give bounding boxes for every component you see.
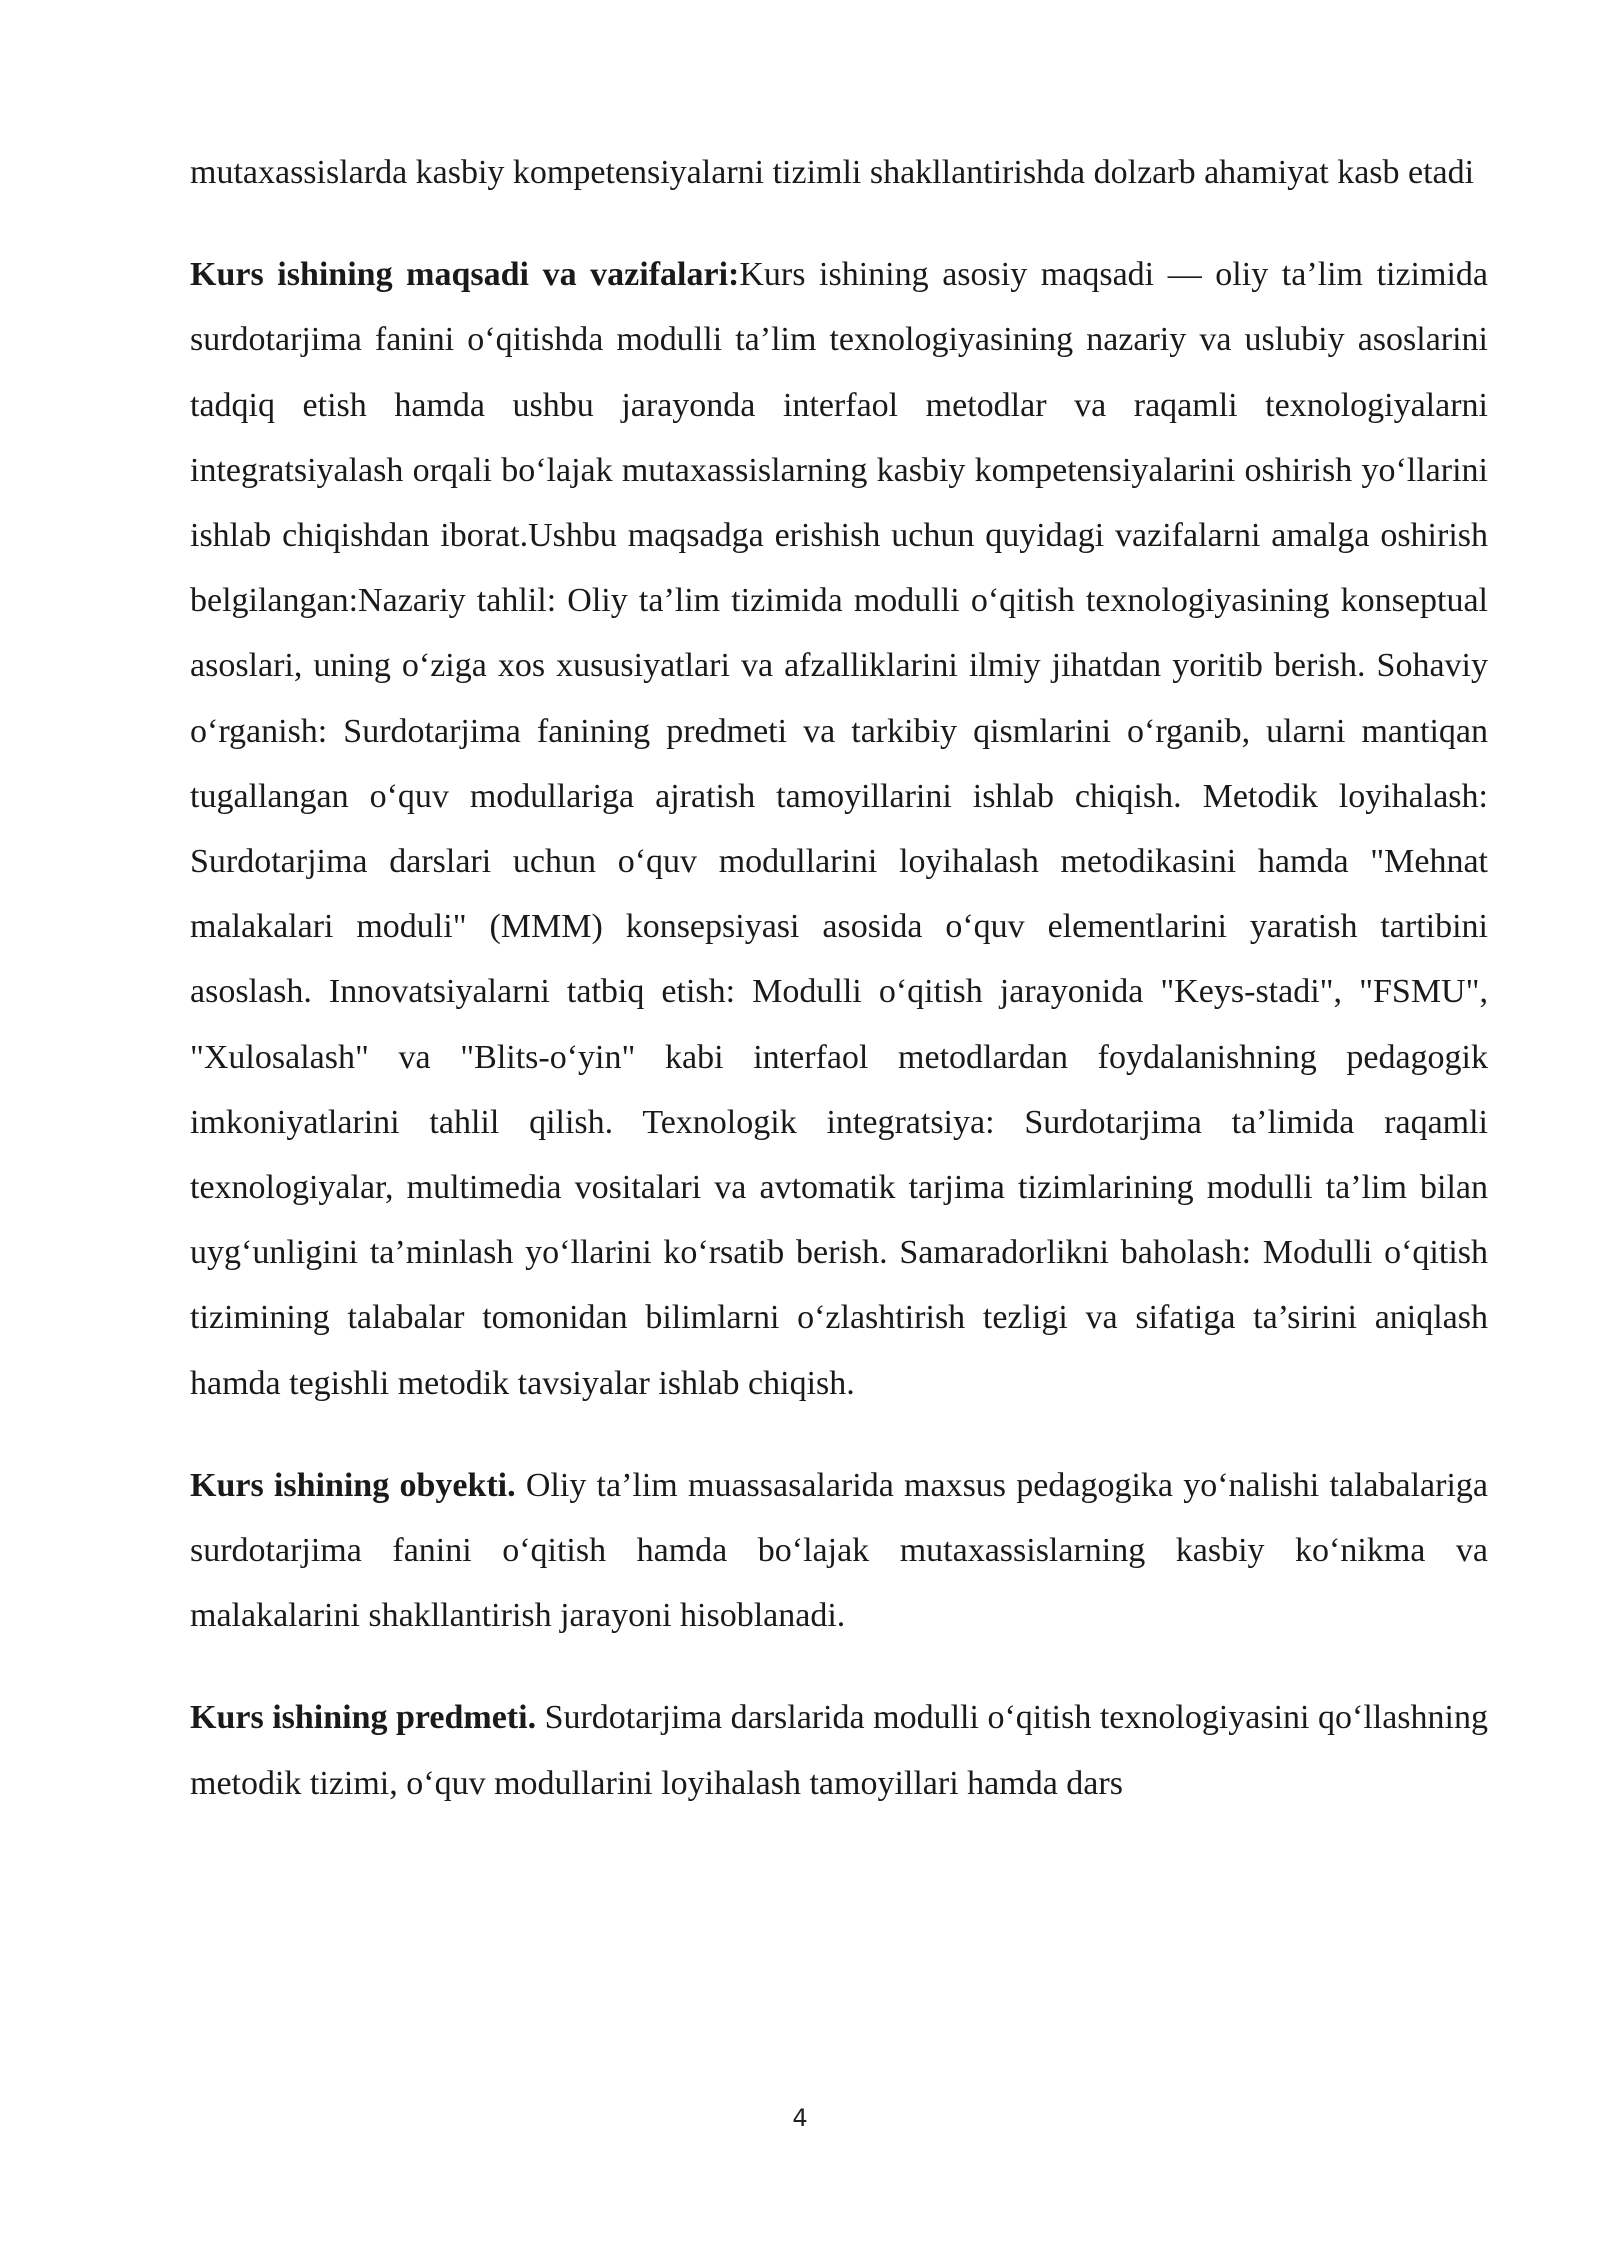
paragraph-object bbox=[190, 1453, 1488, 1649]
paragraph-lead: Kurs ishining maqsadi va vazifalari: bbox=[190, 256, 740, 294]
paragraph-lead: Kurs ishining predmeti. bbox=[190, 1699, 537, 1737]
paragraph-text: mutaxassislarda kasbiy kompetensiyalarni tizimli shakllantirishda dolzarb ahamiyat kasb etadi bbox=[190, 154, 1475, 191]
paragraph-lead: Kurs ishining obyekti. bbox=[190, 1466, 516, 1504]
paragraph-subject bbox=[190, 1685, 1488, 1815]
paragraph-intro-continuation bbox=[190, 140, 1488, 205]
page-number: 4 bbox=[792, 2104, 808, 2132]
paragraph-text: Kurs ishining asosiy maqsadi — oliy ta’lim tizimida surdotarjima fanini o‘qitishda modulli ta’lim texnologiyasining nazariy va uslubiy asoslarini tadqiq etish hamda ushbu jarayonda interfaol metodlar va raqamli texnologiyalarni integratsiyalash orqali bo‘lajak mutaxassislarning kasbiy kompetensiyalarini oshirish yo‘llarini ishlab chiqishdan iborat.Ushbu maqsadga erishish uchun quyidagi vazifalarni amalga oshirish belgilangan:Nazariy tahlil: Oliy ta’lim tizimida modulli o‘qitish texnologiyasining konseptual asoslari, uning o‘ziga xos xususiyatlari va afzalliklarini ilmiy jihatdan yoritib berish. Sohaviy o‘rganish: Surdotarjima fanining predmeti va tarkibiy qismlarini o‘rganib, ularni mantiqan tugallangan o‘quv modullariga ajratish tamoyillarini ishlab chiqish. Metodik loyihalash: Surdotarjima darslari uchun o‘quv modullarini loyihalash metodikasini hamda "Mehnat malakalari moduli" (MMM) konsepsiyasi asosida o‘quv elementlarini yaratish tartibini asoslash. Innovatsiyalarni tatbiq etish: Modulli o‘qitish jarayonida "Keys-stadi", "FSMU", "Xulosalash" va "Blits-o‘yin" kabi interfaol metodlardan foydalanishning pedagogik imkoniyatlarini tahlil qilish. Texnologik integratsiya: Surdotarjima ta’limida raqamli texnologiyalar, multimedia vositalari va avtomatik tarjima tizimlarining modulli ta’lim bilan uyg‘unligini ta’minlash yo‘llarini ko‘rsatib berish. Samaradorlikni baholash: Modulli o‘qitish tizimining talabalar tomonidan bilimlarni o‘zlashtirish tezligi va sifatiga ta’sirini aniqlash hamda tegishli metodik tavsiyalar ishlab chiqish. bbox=[190, 256, 1488, 1402]
document-page bbox=[190, 140, 1488, 1816]
paragraph-goals-tasks bbox=[190, 242, 1488, 1416]
paragraph-text: Surdotarjima darslarida modulli o‘qitish texnologiyasini qo‘llashning metodik tizimi, o‘quv modullarini loyihalash tamoyillari hamda dars bbox=[190, 1699, 1488, 1802]
paragraph-text: Oliy ta’lim muassasalarida maxsus pedagogika yo‘nalishi talabalariga surdotarjima fanini o‘qitish hamda bo‘lajak mutaxassislarning kasbiy ko‘nikma va malakalarini shakllantirish jarayoni hisoblanadi. bbox=[190, 1466, 1489, 1635]
